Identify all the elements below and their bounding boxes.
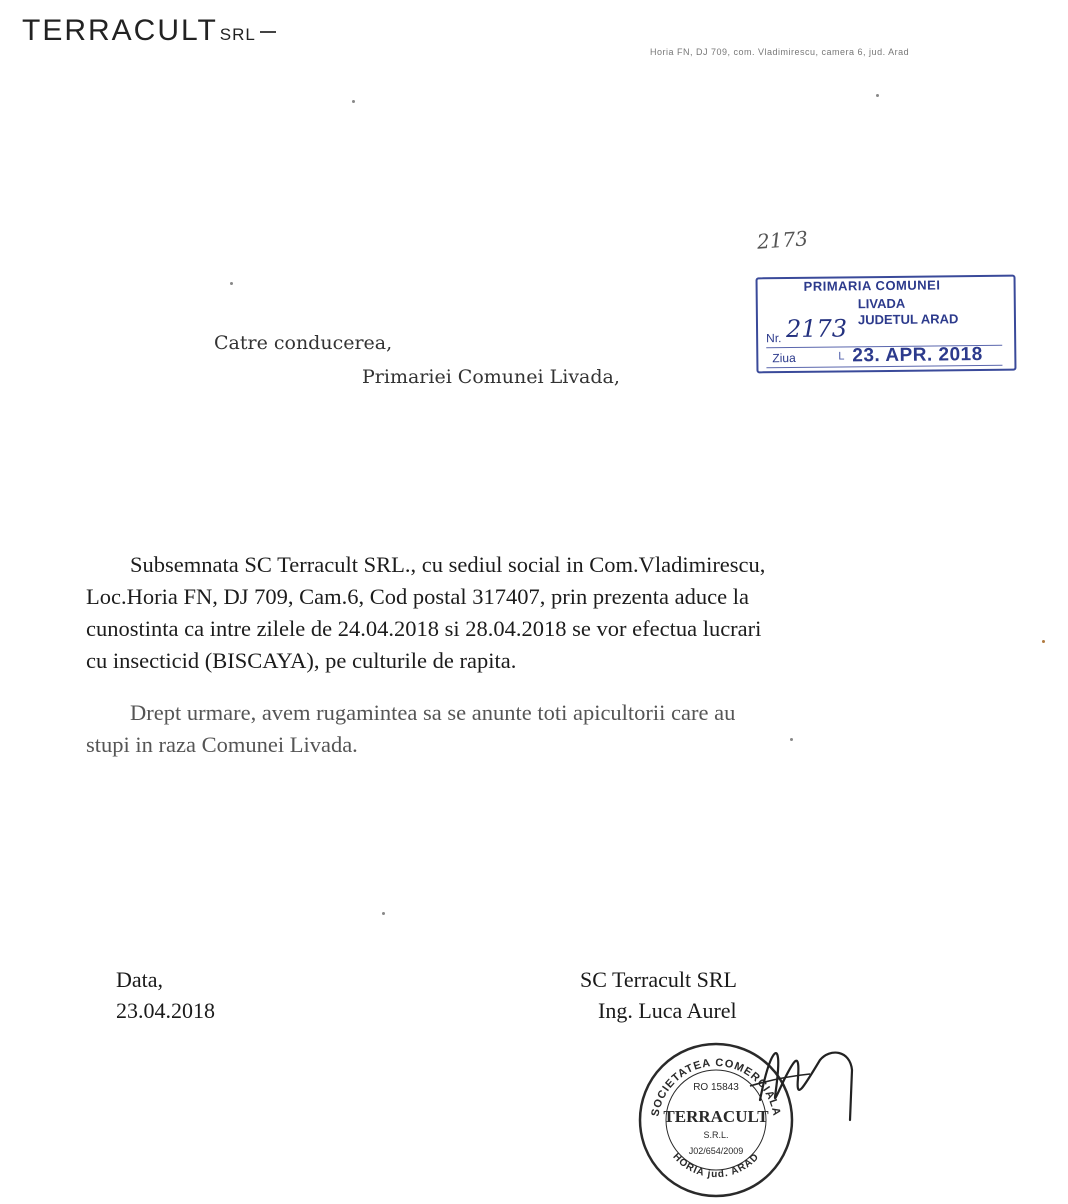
logo-company-suffix: SRL (219, 25, 256, 44)
seal-reg: RO 15843 (693, 1082, 739, 1093)
paragraph-1-line-2: Loc.Horia FN, DJ 709, Cam.6, Cod postal 317407, prin prezenta aduce la (86, 584, 749, 609)
scan-speck (876, 94, 879, 97)
seal-place: HORIA jud. ARAD (670, 1151, 762, 1181)
addressee-line-2: Primariei Comunei Livada, (362, 366, 620, 388)
seal-outer-text: SOCIETATEA COMERCIALA (649, 1056, 783, 1118)
date-value: 23.04.2018 (116, 998, 215, 1023)
date-label: Data, (116, 967, 164, 992)
scan-speck (352, 100, 355, 103)
stamp-nr-label: Nr. (766, 331, 782, 346)
company-logo (22, 14, 276, 48)
scan-speck (230, 282, 233, 285)
seal-sub: S.R.L. (703, 1130, 729, 1140)
stamp-l-label: L (838, 350, 845, 363)
stamp-line-primaria: PRIMARIA COMUNEI (803, 277, 941, 294)
paragraph-2-line-1: Drept urmare, avem rugamintea sa se anunte toti apicultorii care au (130, 700, 736, 725)
scan-speck (790, 738, 793, 741)
paragraph-1-line-3: cunostinta ca intre zilele de 24.04.2018 si 28.04.2018 se vor efectua lucrari (86, 616, 762, 641)
scan-speck (382, 912, 385, 915)
letterhead-address: Horia FN, DJ 709, com. Vladimirescu, camera 6, jud. Arad (650, 47, 910, 57)
logo-company-name: TERRACULT (22, 14, 218, 47)
seal-number: J02/654/2009 (688, 1146, 744, 1156)
stamp-date: 23. APR. 2018 (852, 343, 983, 367)
stamp-ziua-label: Ziua (772, 350, 796, 366)
seal-center: TERRACULT (663, 1107, 769, 1126)
stamp-nr-value: 2173 (785, 314, 848, 344)
logo-dash (260, 31, 276, 33)
stamp-line-judet: JUDETUL ARAD (857, 311, 959, 328)
paragraph-1-line-1: Subsemnata SC Terracult SRL., cu sediul social in Com.Vladimirescu, (130, 552, 766, 577)
registration-stamp (756, 275, 1017, 374)
signatory-name: Ing. Luca Aurel (598, 998, 737, 1023)
handwritten-signature (740, 1030, 890, 1130)
addressee-line-1: Catre conducerea, (214, 332, 393, 354)
signature-company: SC Terracult SRL (580, 967, 737, 992)
handwritten-number: 2173 (756, 226, 809, 254)
scan-speck (1042, 640, 1045, 643)
paragraph-2-line-2: stupi in raza Comunei Livada. (86, 732, 358, 757)
paragraph-1-line-4: cu insecticid (BISCAYA), pe culturile de rapita. (86, 648, 517, 673)
stamp-line-livada: LIVADA (857, 295, 906, 312)
